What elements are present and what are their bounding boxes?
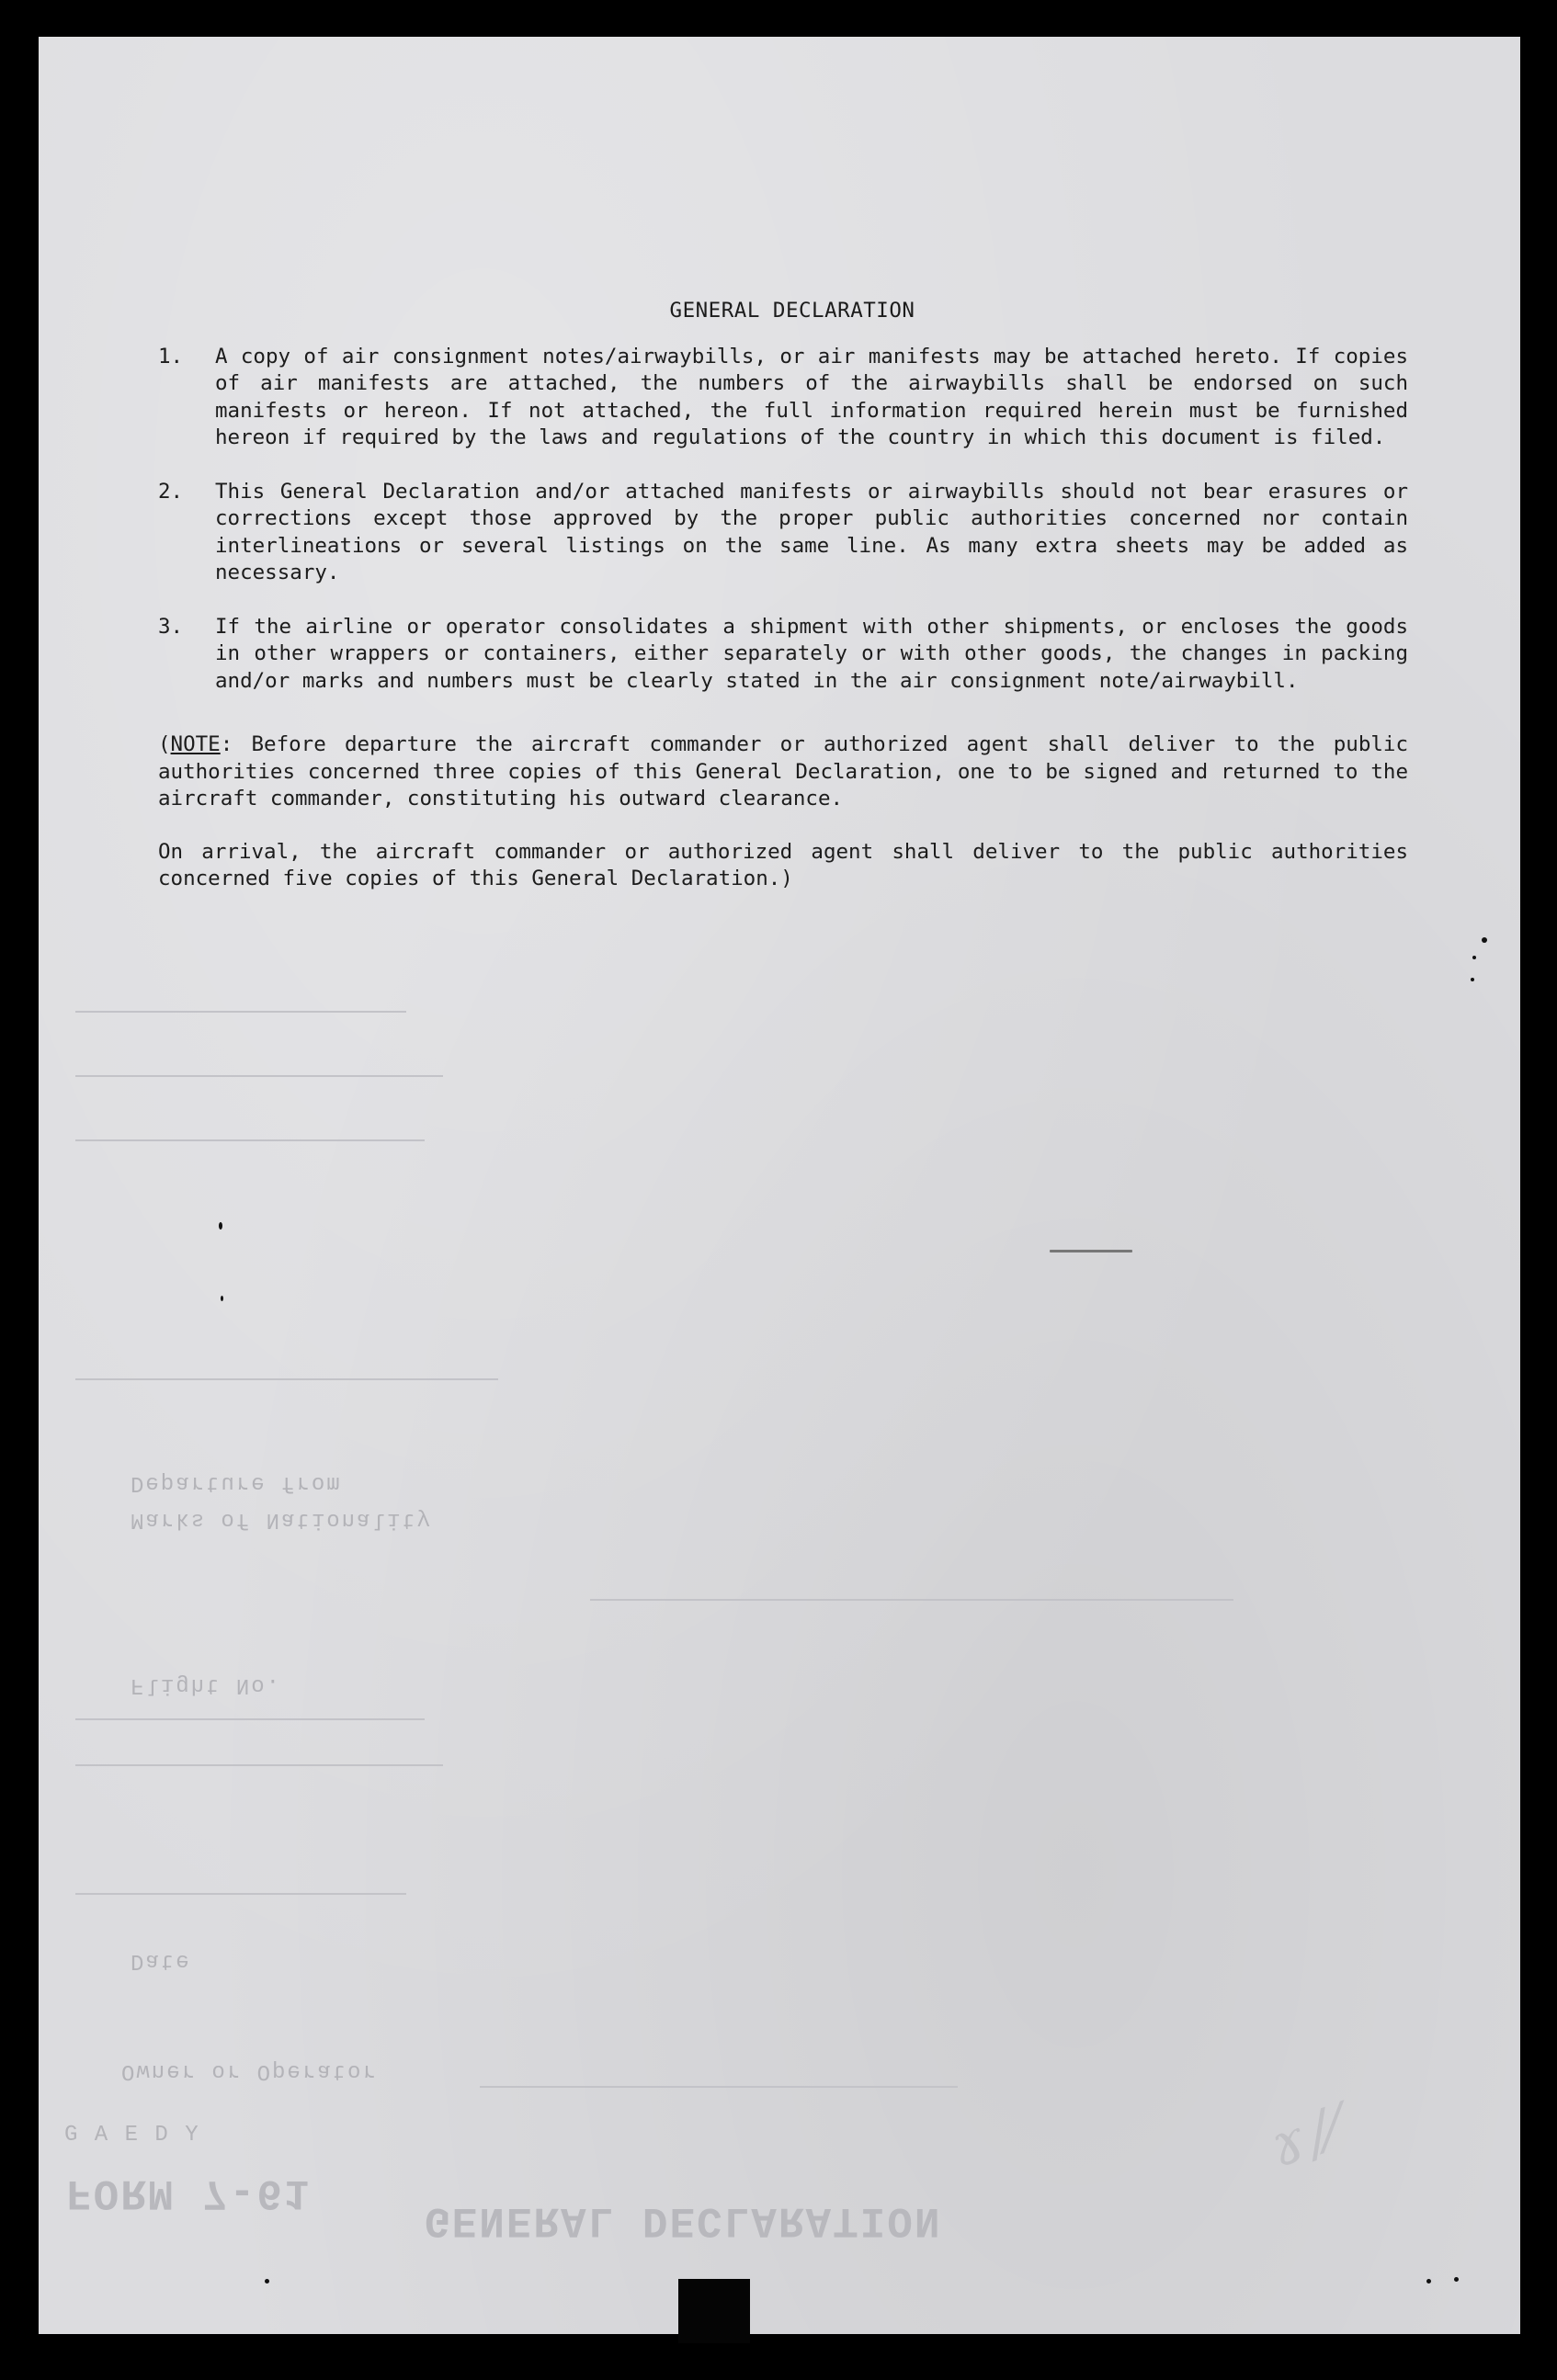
- show-through-declaration-title: GENERAL DECLARATION: [425, 2196, 942, 2244]
- scan-speck: [1472, 956, 1476, 959]
- arrival-note: On arrival, the aircraft commander or authorized agent shall deliver to the public authorities concerned five copies of this General Declaration.): [158, 839, 1408, 890]
- show-through-letters: G A E D Y: [64, 2123, 200, 2148]
- scan-speck: [1482, 937, 1487, 943]
- scan-blot: [678, 2279, 750, 2343]
- instruction-item: [158, 614, 1408, 696]
- scan-speck: [1454, 2277, 1459, 2282]
- instruction-number: 1.: [158, 344, 184, 368]
- scan-speck: [1426, 2279, 1431, 2284]
- scan-speck: [1050, 1250, 1132, 1252]
- scan-speck: [221, 1296, 223, 1301]
- document-title: GENERAL DECLARATION: [669, 299, 915, 323]
- show-through-rule: [75, 1075, 443, 1077]
- show-through-line-item: Date: [131, 1948, 191, 1973]
- scan-speck: [1471, 978, 1474, 981]
- show-through-rule: [75, 1139, 425, 1141]
- show-through-rule: [75, 1764, 443, 1766]
- instruction-number: 2.: [158, 479, 184, 504]
- declaration-body: [158, 298, 1408, 893]
- instruction-item: [158, 344, 1408, 452]
- show-through-owner-label: Owner or Operator: [121, 2058, 378, 2083]
- document-sheet: [39, 37, 1520, 2334]
- scan-speck: [265, 2279, 269, 2284]
- show-through-rule: [75, 1718, 425, 1720]
- show-through-line-item: Departure from: [131, 1470, 342, 1495]
- show-through-line-item: Flight No.: [131, 1672, 282, 1697]
- note-label: NOTE: [170, 732, 221, 756]
- show-through-line-item: Marks of Nationality: [131, 1507, 433, 1532]
- show-through-rule: [590, 1599, 1233, 1601]
- show-through-form-number: FORM 7-61: [66, 2169, 312, 2216]
- instruction-text: This General Declaration and/or attached manifests or airwaybills should not bear erasures or corrections except those approved by the proper public authorities concerned nor contain interlineations or several listings on the same line. As many extra sheets may be added as necessary.: [215, 479, 1408, 584]
- show-through-rule: [75, 1893, 406, 1895]
- instruction-text: If the airline or operator consolidates a shipment with other shipments, or encloses the goods in other wrappers or containers, either separately or with other goods, the changes in packing and/or marks and numbers must be clearly stated in the air consignment note/airwaybill.: [215, 614, 1408, 693]
- instruction-item: [158, 479, 1408, 587]
- show-through-rule: [480, 2086, 958, 2088]
- show-through-rule: [75, 1378, 498, 1380]
- show-through-handwriting: ɤ /⁄: [1261, 2095, 1348, 2182]
- instruction-text: A copy of air consignment notes/airwaybills, or air manifests may be attached hereto. If copies of air manifests are attached, the numbers of the airwaybills shall be endorsed on such manifests or hereon. If not attached, the full information required herein must be furnished hereon if required by the laws and regulations of the country in which this document is filed.: [215, 344, 1408, 449]
- instruction-number: 3.: [158, 614, 184, 639]
- note-open-paren: (: [158, 732, 171, 756]
- scan-speck: [219, 1222, 222, 1230]
- departure-note: [158, 731, 1408, 813]
- note-text: : Before departure the aircraft commander or authorized agent shall deliver to the public authorities concerned three copies of this General Declaration, one to be signed and returned to the aircraft commander, constituting his outward clearance.: [158, 732, 1408, 810]
- show-through-rule: [75, 1011, 406, 1013]
